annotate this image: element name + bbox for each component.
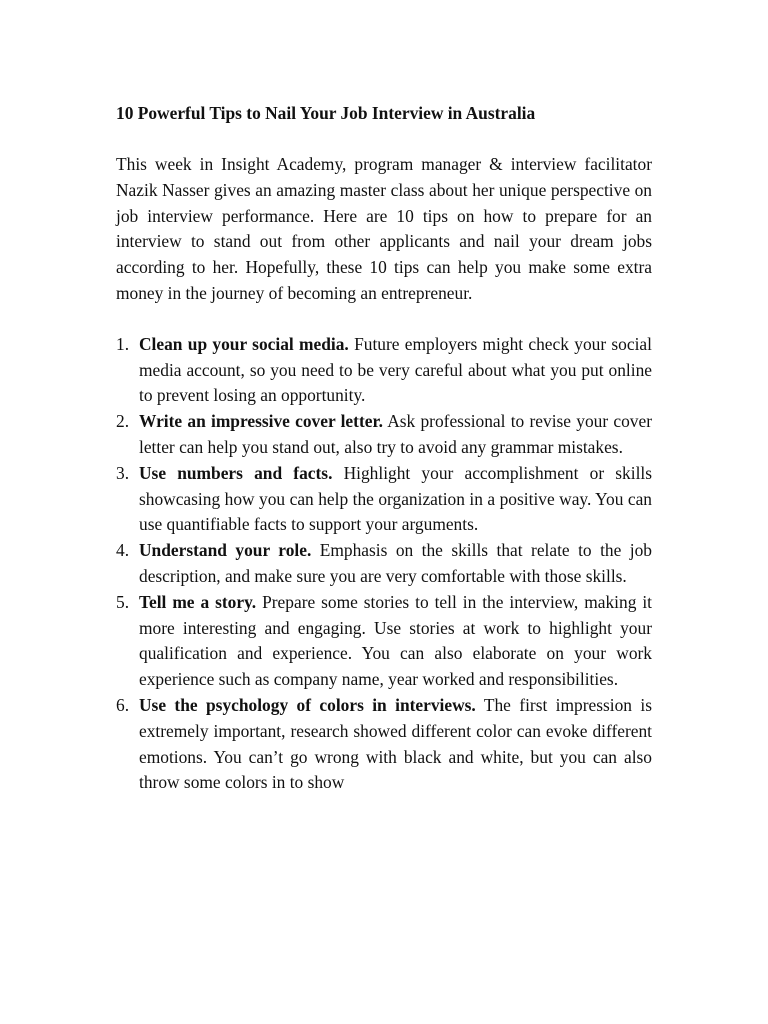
list-item-number: 6.	[116, 694, 130, 715]
list-item-body: Emphasis on the skills that relate to the job description, and make sure you are very comfortable with those skills.	[139, 540, 652, 586]
list-item-heading: Clean up your social media.	[139, 333, 349, 354]
list-item-number: 3.	[116, 462, 130, 483]
list-item-heading: Use the psychology of colors in interviews.	[139, 694, 476, 715]
list-item-number: 5.	[116, 591, 130, 612]
document-title: 10 Powerful Tips to Nail Your Job Interview in Australia	[116, 103, 536, 123]
list-item	[116, 590, 652, 693]
list-item-body: The first impression is extremely important, research showed different color can evoke different emotions. You can’t go wrong with black and white, but you can also throw some colors in to show	[139, 694, 652, 793]
list-item-number: 1.	[116, 333, 130, 354]
intro-paragraph: This week in Insight Academy, program manager & interview facilitator Nazik Nasser gives an amazing master class about her unique perspective on job interview performance. Here are 10 tips on how to prepare for an interview to stand out from other applicants and nail your dream jobs according to her. Hopefully, these 10 tips can help you make some extra money in the journey of becoming an entrepreneur.	[116, 154, 652, 303]
list-item	[116, 332, 652, 409]
list-item-heading: Understand your role.	[139, 540, 312, 561]
list-item-body: Ask professional to revise your cover letter can help you stand out, also try to avoid any grammar mistakes.	[139, 411, 653, 457]
list-item-body: Highlight your accomplishment or skills showcasing how you can help the organization in a positive way. You can use quantifiable facts to support your arguments.	[139, 462, 653, 535]
list-item	[116, 461, 652, 538]
list-item-body: Prepare some stories to tell in the interview, making it more interesting and engaging. Use stories at work to highlight your qualification and experience. You can also elaborate on your work experience such as company name, year worked and responsibilities.	[139, 591, 652, 690]
list-item-heading: Write an impressive cover letter.	[139, 411, 383, 432]
tips-list	[116, 332, 652, 796]
list-item-body: Future employers might check your social media account, so you need to be very careful about what you put online to prevent losing an opportunity.	[139, 333, 652, 406]
list-item	[116, 538, 652, 590]
list-item	[116, 409, 652, 461]
list-item	[116, 693, 652, 796]
list-item-number: 2.	[116, 411, 130, 432]
document-page	[116, 101, 652, 796]
list-item-heading: Use numbers and facts.	[139, 462, 333, 483]
list-item-number: 4.	[116, 540, 130, 561]
list-item-heading: Tell me a story.	[139, 591, 257, 612]
